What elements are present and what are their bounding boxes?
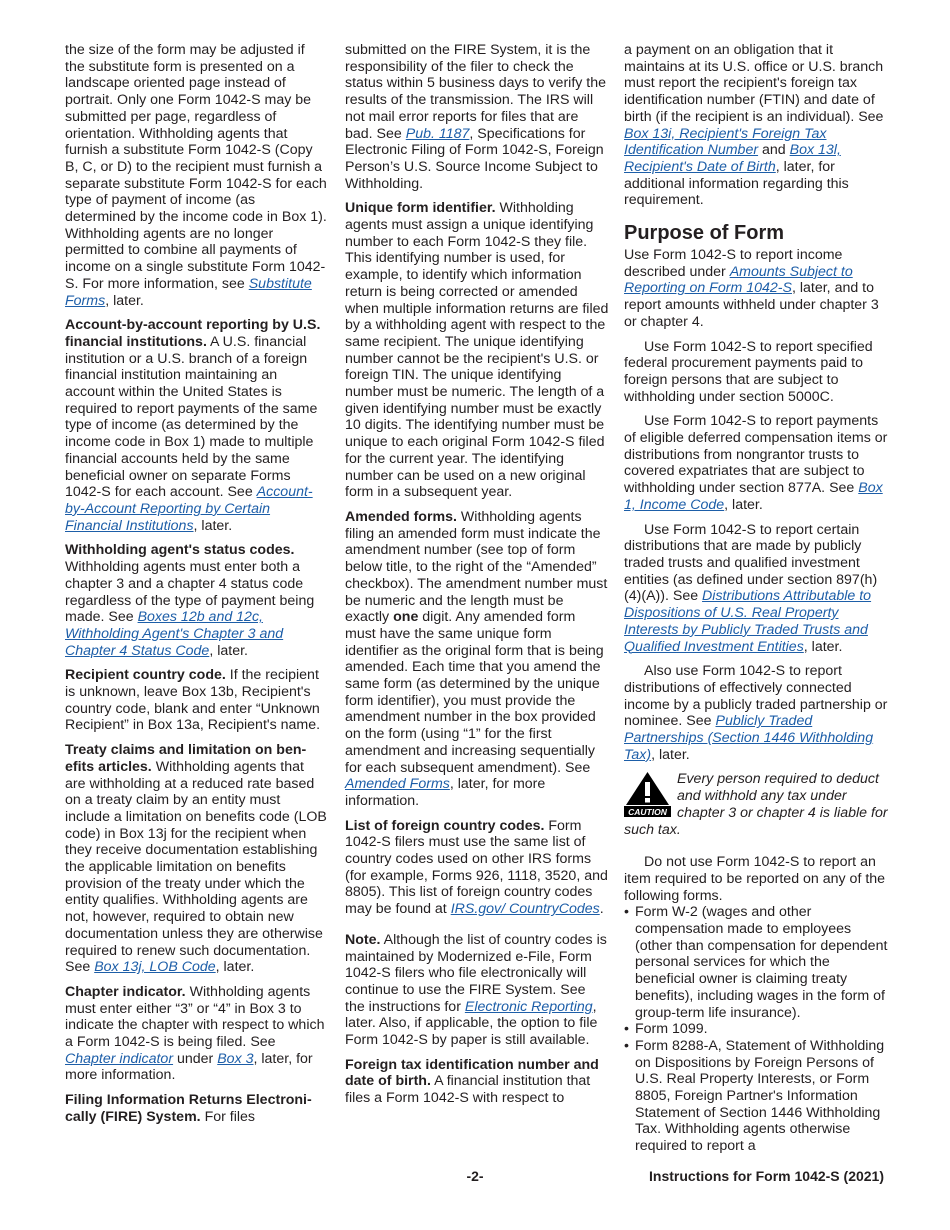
emphasis-one: one — [393, 609, 419, 626]
column-right — [624, 42, 888, 1155]
paragraph-unique-form-identifier: Unique form identifier. Withholding agents must assign a unique identifying number to each Form 1042-S they file. This identifying number is used, for example, to identify which information return is being corrected or amended when multiple information returns are filed by a withholding agent with respect to the same recipient. The unique identifying number cannot be the recipient's U.S. or foreign TIN. The unique identifying number must be numeric. The length of a given identifying number must be exactly 10 digits. The identifying number must be unique to each original Form 1042-S filed for the current year. The identifying number can be used on a new original form in a subsequent year. — [345, 200, 609, 501]
paragraph-heading: Chapter indicator. — [65, 983, 186, 1000]
link-box-13l[interactable]: Box 13l, Recipient's Date of Birth — [624, 142, 841, 175]
paragraph-fire-system: Filing Information Returns Electroni-cally (FIRE) System. For files — [65, 1092, 312, 1125]
link-country-codes[interactable]: IRS.gov/ CountryCodes — [450, 901, 600, 918]
paragraph-recipient-country-code: Recipient country code. If the recipient is unknown, leave Box 13b, Recipient's country code, blank and enter “Unknown Recipient” in Box 13a, Recipient's name. — [65, 667, 321, 734]
caution-text: Every person required to deduct and withhold any tax under chapter 3 or chapter 4 is liable for such tax. — [624, 771, 888, 838]
paragraph-heading: Amended forms. — [345, 508, 457, 525]
link-distributions-attributable[interactable]: Distributions Attributable to Dispositions of U.S. Real Property Interests by Publicly Traded Trusts and Qualified Investment Entities — [624, 588, 872, 655]
paragraph-treaty-claims: Treaty claims and limitation on ben-efits articles. Withholding agents that are withholding at a reduced rate based on a treaty claim by an entity must include a limitation on benefits code (LOB code) in Box 13j for the recipient when they receive documentation establishing the applicable limitation on benefits provision of the treaty under which the entity qualifies. Withholding agents are not, however, required to obtain new documentation unless they are otherwise required to renew such documentation. See Box 13j, LOB Code, later. — [65, 742, 327, 976]
list-item: • Form 8288-A, Statement of Withholding on Dispositions by Foreign Persons of U.S. Real Property Interests, or Form 8805, Foreign Partner's Information Statement of Section 1446 Withholding Tax. Withholding agents otherwise required to report a — [624, 1038, 888, 1155]
link-amended-forms[interactable]: Amended Forms — [345, 776, 450, 793]
link-box-13j-lob-code[interactable]: Box 13j, LOB Code — [94, 959, 216, 976]
paragraph-heading: Filing Information Returns Electroni-cally (FIRE) System. — [65, 1092, 312, 1125]
link-box-1-income-code[interactable]: Box 1, Income Code — [624, 480, 883, 513]
paragraph-do-not-use: Do not use Form 1042-S to report an item required to be reported on any of the following forms. — [624, 854, 886, 904]
paragraph-country-codes: List of foreign country codes. Form 1042-S filers must use the same list of country codes used on other IRS forms (for example, Forms 926, 1118, 3520, and 8805). This list of foreign country codes may be found at IRS.gov/ CountryCodes. — [345, 817, 608, 918]
caution-warning-icon — [624, 771, 671, 817]
paragraph-amended-forms: Amended forms. Withholding agents filing an amended form must indicate the amendment number (see top of form below title, to the right of the “Amended” checkbox). The amendment number must be numeric and the length must be exactly one digit. Any amended form must have the same unique form identifier as the original form that is being amended. Each time that you amend the same form (as determined by the unique form identifier), you must provide the amendment number in the box provided on the form (using “1” for the first amendment and increasing sequentially for each subsequent amendment). See Amended Forms, later, for more information. — [345, 508, 608, 809]
caution-note — [624, 771, 888, 838]
paragraph-heading: Unique form identifier. — [345, 200, 496, 217]
column-left — [65, 42, 327, 1134]
excluded-forms-list — [624, 904, 888, 1155]
link-electronic-reporting[interactable]: Electronic Reporting — [464, 998, 593, 1015]
link-amounts-subject-to-reporting[interactable]: Amounts Subject to Reporting on Form 1042-S — [624, 263, 853, 297]
link-box-13i[interactable]: Box 13i, Recipient's Foreign Tax Identification Number — [624, 125, 827, 159]
link-chapter-indicator[interactable]: Chapter indicator — [65, 1050, 174, 1067]
paragraph-procurement: Use Form 1042-S to report specified federal procurement payments paid to foreign persons that are subject to withholding under section 5000C. — [624, 338, 873, 405]
paragraph-foreign-tin: Foreign tax identification number and date of birth. A financial institution that files a Form 1042-S with respect to — [345, 1056, 599, 1107]
paragraph-deferred-compensation: Use Form 1042-S to report payments of eligible deferred compensation items or distributions from nongrantor trusts to covered expatriates that are subject to withholding under section 877A. See Box 1, Income Code, later. — [624, 413, 888, 513]
paragraph-heading: Treaty claims and limitation on ben-efits articles. — [65, 742, 307, 775]
paragraph-note: Note. Although the list of country codes is maintained by Modernized e-File, Form 1042-S filers who file electronically will continue to use the FIRE System. See the instructions for Electronic Reporting, later. Also, if applicable, the option to file Form 1042-S by paper is still available. — [345, 931, 607, 1049]
paragraph-heading: List of foreign country codes. — [345, 817, 545, 834]
link-pub-1187[interactable]: Pub. 1187 — [405, 125, 470, 142]
paragraph-publicly-traded-trusts: Use Form 1042-S to report certain distributions that are made by publicly traded trusts and qualified investment entities (as defined under section 897(h)(4)(A)). See Distributions Attributable to Dispositions of U.S. Real Property Interests by Publicly Traded Trusts and Qualified Investment Entities, later. — [624, 521, 878, 655]
link-account-by-account-reporting[interactable]: Account-by-Account Reporting by Certain Financial Institutions — [65, 484, 313, 534]
caution-label: CAUTION — [628, 807, 667, 818]
paragraph-substitute-forms: the size of the form may be adjusted if the substitute form is presented on a landscape oriented page instead of portrait. Only one Form 1042-S may be submitted per page, regardless of orientation. Withholding agents that furnish a substitute Form 1042-S (Copy B, C, or D) to the recipient must furnish a separate substitute Form 1042-S for each type of payment of income (as determined by the income code in Box 1). Withholding agents are no longer permitted to combine all payments of income on a single substitute Form 1042-S. For more information, see Substitute Forms, later. — [65, 42, 327, 309]
paragraph-publicly-traded-partnership: Also use Form 1042-S to report distributions of effectively connected income by a publicly traded partnership or nominee. See Publicly Traded Partnerships (Section 1446 Withholding Tax), later. — [624, 663, 888, 763]
link-substitute-forms[interactable]: Substitute Forms — [65, 275, 312, 309]
paragraph-heading: Foreign tax identification number and date of birth. — [345, 1056, 599, 1090]
link-publicly-traded-partnerships[interactable]: Publicly Traded Partnerships (Section 1446 Withholding Tax) — [624, 713, 874, 763]
paragraph-ftin-continued: a payment on an obligation that it maintains at its U.S. office or U.S. branch must report the recipient's foreign tax identification number (FTIN) and date of birth (if the recipient is an individual). See Box 13i, Recipient's Foreign Tax Identification Number and Box 13l, Recipient's Date of Birth, later, for additional information regarding this requirement. — [624, 42, 884, 209]
paragraph-purpose-income: Use Form 1042-S to report income described under Amounts Subject to Reporting on Form 1042-S, later, and to report amounts withheld under chapter 3 or chapter 4. — [624, 247, 879, 330]
link-box-3[interactable]: Box 3 — [217, 1050, 254, 1067]
paragraph-heading: Withholding agent's status codes. — [65, 542, 295, 559]
paragraph-chapter-indicator: Chapter indicator. Withholding agents must enter either “3” or “4” in Box 3 to indicate the chapter with respect to which a Form 1042-S is being filed. See Chapter indicator under Box 3, later, for more information. — [65, 983, 325, 1084]
paragraph-heading: Recipient country code. — [65, 667, 226, 684]
column-middle — [345, 42, 609, 1115]
section-heading-purpose-of-form: Purpose of Form — [624, 222, 785, 245]
paragraph-heading: Account-by-account reporting by U.S. financial institutions. — [65, 317, 321, 350]
paragraph-heading: Note. — [345, 931, 381, 948]
list-item: • Form 1099. — [624, 1021, 888, 1038]
list-item: • Form W-2 (wages and other compensation made to employees (other than compensation for dependent personal services for which the beneficial owner is claiming treaty benefits), including wages in the form of group-term life insurance). — [624, 904, 888, 1021]
paragraph-status-codes: Withholding agent's status codes. Withholding agents must enter both a chapter 3 and a chapter 4 status code regardless of the type of payment being made. See Boxes 12b and 12c, Withholding Agent's Chapter 3 and Chapter 4 Status Code, later. — [65, 542, 315, 659]
link-boxes-12b-12c[interactable]: Boxes 12b and 12c, Withholding Agent's Chapter 3 and Chapter 4 Status Code — [65, 609, 284, 659]
paragraph-account-by-account: Account-by-account reporting by U.S. financial institutions. A U.S. financial institution or a U.S. branch of a foreign financial institution maintaining an account within the United States is required to report payments of the same type of income (as determined by the income code in Box 1) made to multiple financial accounts held by the same beneficial owner on separate Forms 1042-S for each account. See Account-by-Account Reporting by Certain Financial Institutions, later. — [65, 317, 321, 534]
footer-document-title: Instructions for Form 1042-S (2021) — [649, 1168, 884, 1184]
paragraph-fire-continued: submitted on the FIRE System, it is the responsibility of the filer to check the status within 5 business days to verify the results of the transmission. The IRS will not mail error reports for files that are bad. See Pub. 1187, Specifications for Electronic Filing of Form 1042-S, Foreign Person’s U.S. Source Income Subject to Withholding. — [345, 42, 607, 192]
page-number: -2- — [466, 1168, 484, 1184]
